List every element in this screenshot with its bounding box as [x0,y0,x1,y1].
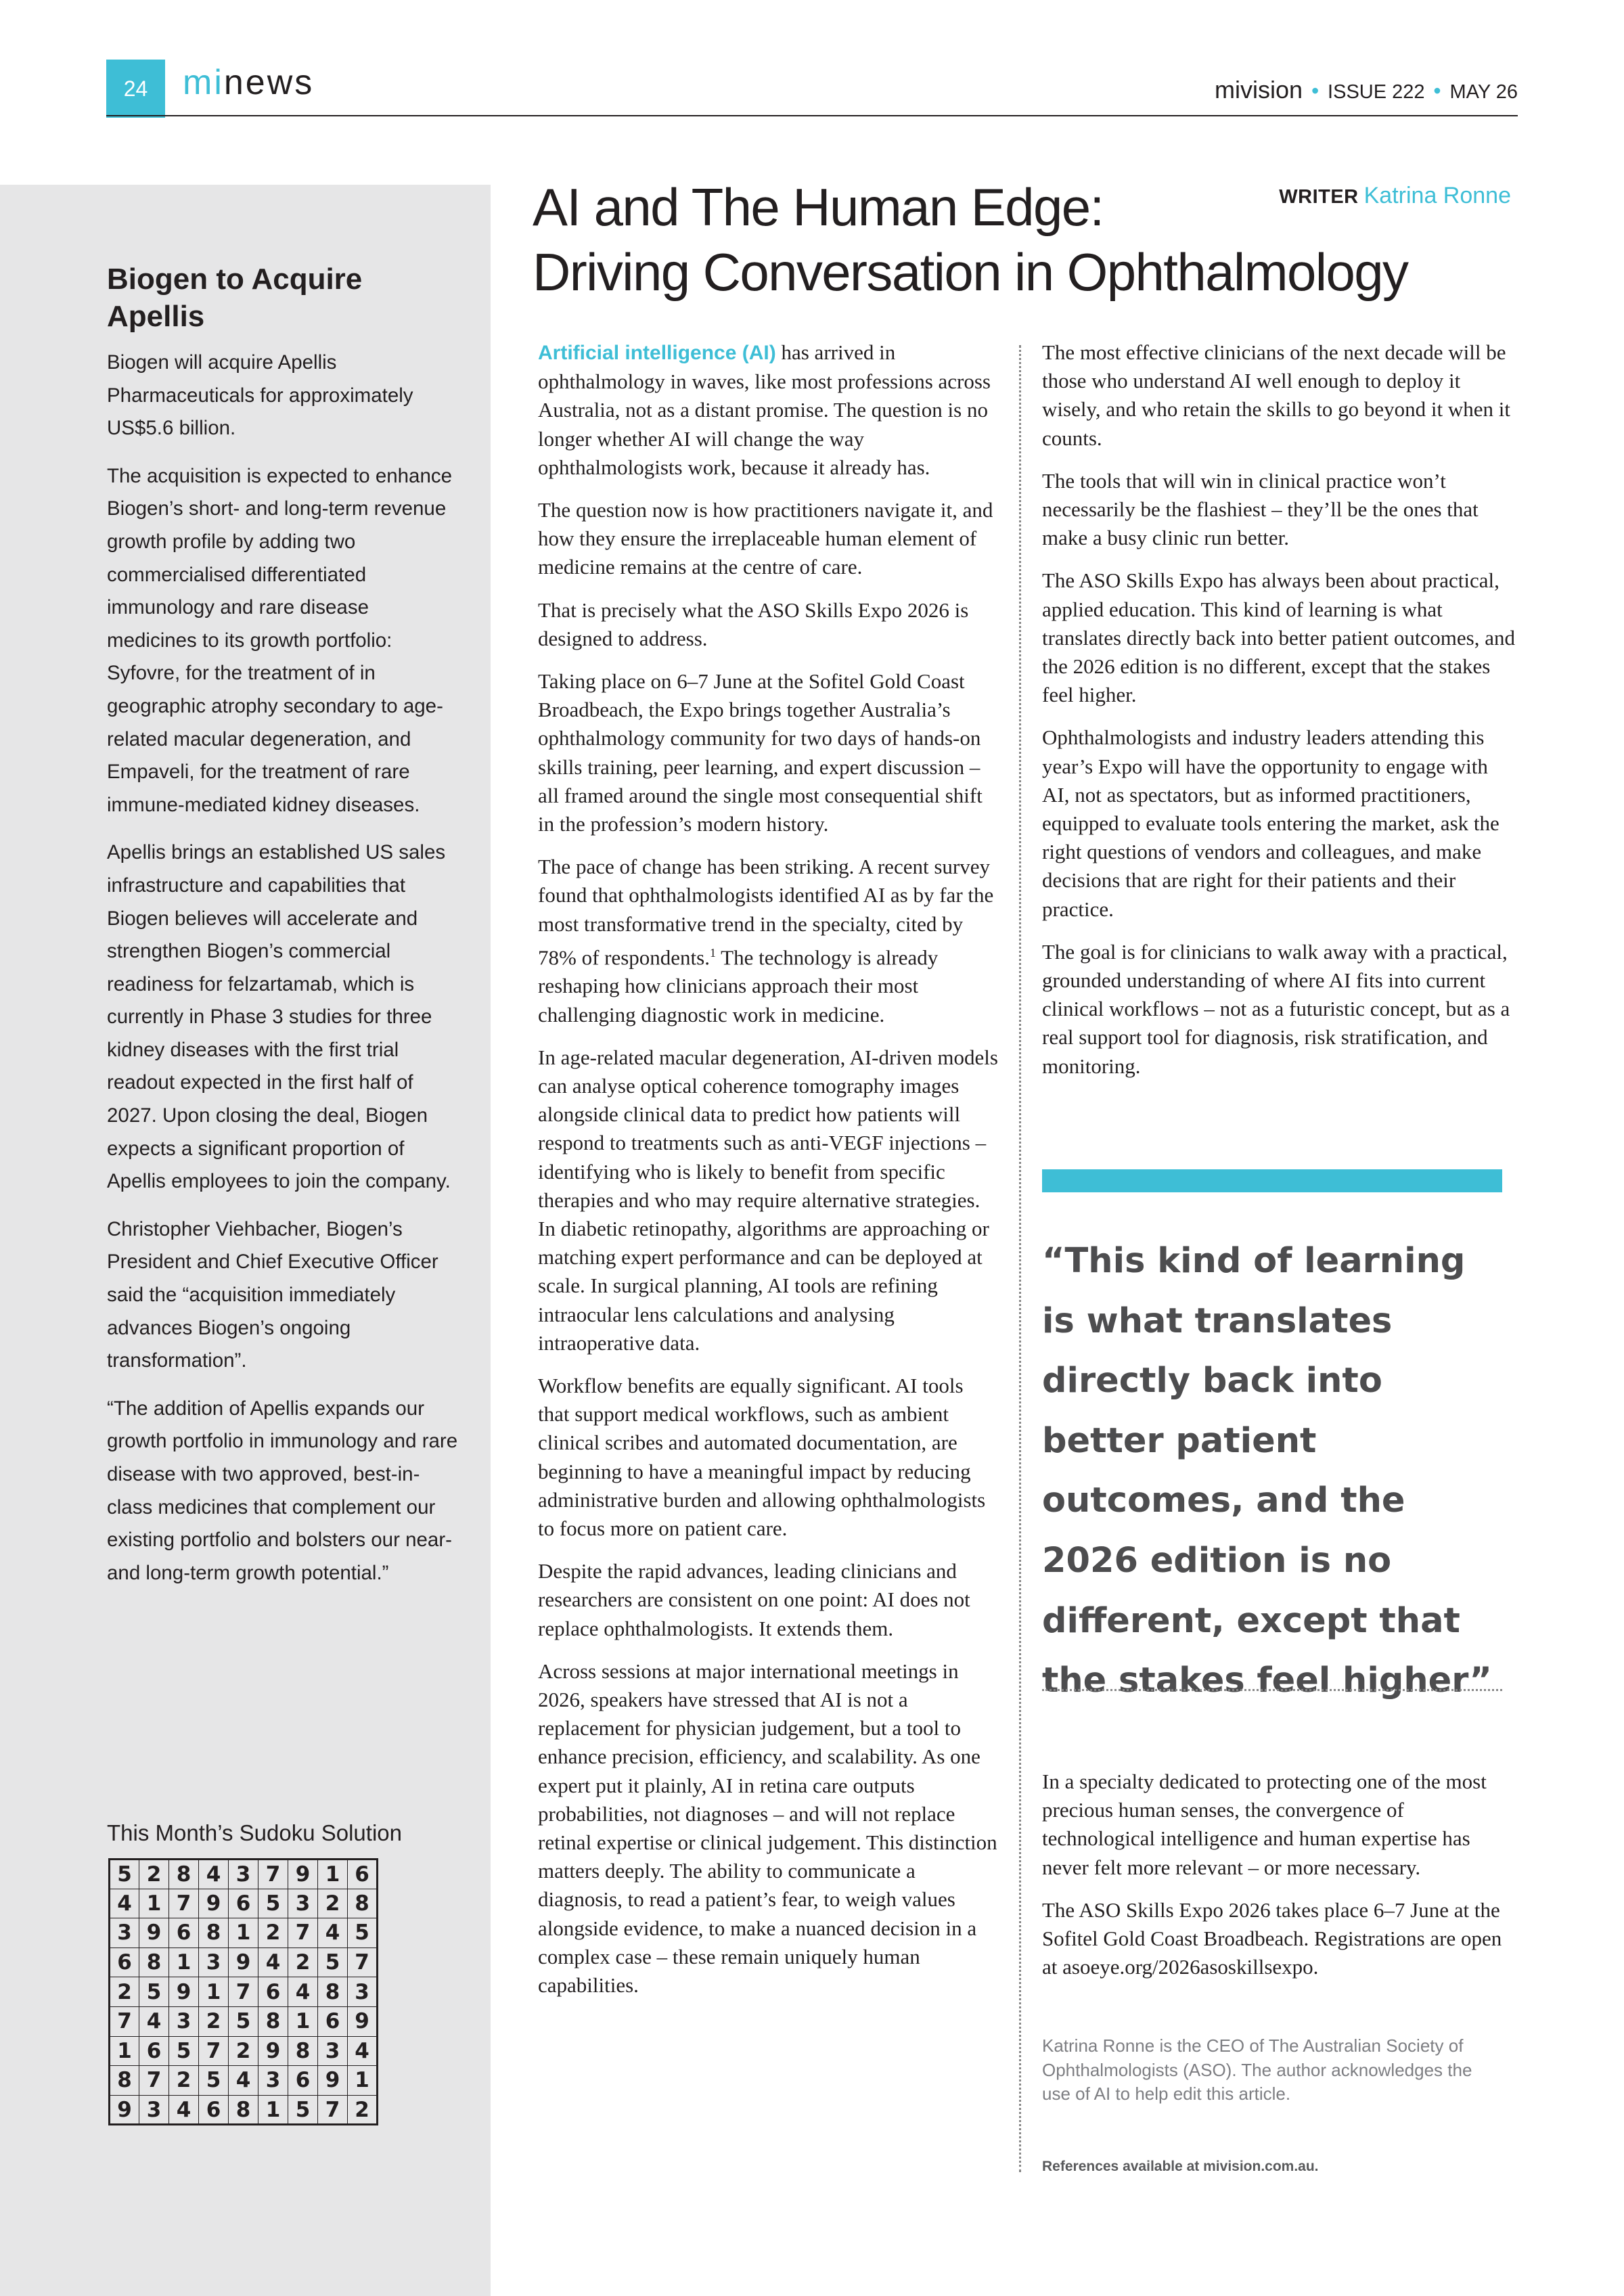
sudoku-cell: 9 [169,1977,199,2007]
headline-line-1: AI and The Human Edge: [533,177,1104,237]
sudoku-row [110,1977,378,2007]
sudoku-row [110,2066,378,2096]
sudoku-cell: 1 [229,1918,258,1948]
sudoku-cell: 8 [318,1977,348,2007]
writer-credit [1279,183,1511,209]
sudoku-cell: 9 [258,2036,288,2066]
sudoku-cell: 2 [288,1948,318,1977]
article-paragraph: Taking place on 6–7 June at the Sofitel Gold Coast Broadbeach, the Expo brings together Australia’s ophthalmology community for two days of hands-on skills training, peer learning, and expert discussion – all framed around the single most consequential shift in the profession’s modern history. [538,669,983,836]
sudoku-cell: 9 [318,2066,348,2096]
sudoku-cell: 4 [348,2036,378,2066]
sudoku-cell: 5 [288,2095,318,2125]
sudoku-grid [108,1858,378,2125]
sudoku-cell: 9 [110,2095,139,2125]
sidebar-paragraph: “The addition of Apellis expands our growth portfolio in immunology and rare disease with two approved, best-in-class medicines that complement our existing portfolio and bolsters our near-and long-term growth potential.” [107,1397,458,1584]
sudoku-cell: 8 [110,2066,139,2096]
sudoku-cell: 8 [229,2095,258,2125]
separator-dot: • [1433,78,1441,103]
sidebar-paragraph: Apellis brings an established US sales infrastructure and capabilities that Biogen believes will accelerate and strengthen Biogen’s commercial readiness for felzartamab, which is currently in Phase 3 studies for three kidney diseases with the first trial readout expected in the first half of 2027. Upon closing the deal, Biogen expects a significant proportion of Apellis employees to join the company. [107,841,451,1193]
pull-quote: “This kind of learning is what translates directly back into better patient outcomes, and the 2026 edition is no different, except that the stakes feel higher” [1042,1241,1492,1701]
sudoku-cell: 3 [318,2036,348,2066]
headline-line-2: Driving Conversation in Ophthalmology [533,242,1408,302]
sudoku-cell: 6 [348,1860,378,1889]
sudoku-cell: 9 [348,2006,378,2036]
sudoku-cell: 3 [288,1889,318,1918]
article-paragraph: The goal is for clinicians to walk away with a practical, grounded understanding of where AI fits into current clinical workflows – not as a futuristic concept, but as a real support tool for diagnosis, risk stratification, and monitoring. [1042,939,1510,1078]
references-note: References available at mivision.com.au. [1042,2159,1319,2174]
sudoku-cell: 3 [348,1977,378,2007]
sudoku-cell: 6 [229,1889,258,1918]
sudoku-cell: 8 [258,2006,288,2036]
pull-quote-bar [1042,1169,1502,1192]
sudoku-cell: 7 [318,2095,348,2125]
sudoku-cell: 2 [348,2095,378,2125]
sudoku-cell: 4 [139,2006,169,2036]
sudoku-cell: 3 [139,2095,169,2125]
article-paragraph [538,853,998,1029]
sudoku-cell: 4 [258,1948,288,1977]
sudoku-cell: 2 [169,2066,199,2096]
sudoku-cell: 2 [199,2006,229,2036]
sudoku-cell: 8 [169,1860,199,1889]
sudoku-cell: 1 [348,2066,378,2096]
writer-name: Katrina Ronne [1363,183,1511,208]
pace-text: The pace of change has been striking. A recent survey found that ophthalmologists identified AI as by far the most transformative trend in the specialty, cited by 78% of respondents. [538,855,994,970]
sudoku-cell: 6 [139,2036,169,2066]
pace-text-end: The technology is already reshaping how clinicians approach their most challenging diagnostic work in medicine. [538,945,939,1027]
sudoku-cell: 6 [199,2095,229,2125]
sudoku-cell: 2 [229,2036,258,2066]
sudoku-cell: 3 [199,1948,229,1977]
sudoku-cell: 1 [110,2036,139,2066]
separator-dot: • [1311,78,1320,103]
sudoku-cell: 3 [258,2066,288,2096]
article-paragraph: The ASO Skills Expo 2026 takes place 6–7 June at the Sofitel Gold Coast Broadbeach. Registrations are open at asoeye.org/2026asoskillsexpo. [1042,1897,1502,1979]
sidebar-paragraph: The acquisition is expected to enhance Biogen’s short- and long-term revenue growth profile by adding two commercialised differentiated immunology and rare disease medicines to its growth portfolio: Syfovre, for the treatment of in geographic atrophy secondary to age-related macular degeneration, and Empaveli, for the treatment of rare immune-mediated kidney diseases. [107,464,453,816]
sudoku-cell: 1 [199,1977,229,2007]
sudoku-cell: 7 [199,2036,229,2066]
sudoku-cell: 4 [169,2095,199,2125]
sidebar-paragraph: Christopher Viehbacher, Biogen’s President and Chief Executive Officer said the “acquisition immediately advances Biogen’s ongoing transformation”. [107,1217,438,1372]
sudoku-row [110,1889,378,1918]
sudoku-row [110,2095,378,2125]
sudoku-cell: 9 [199,1889,229,1918]
sudoku-cell: 2 [110,1977,139,2007]
sudoku-cell: 2 [318,1889,348,1918]
sudoku-cell: 6 [288,2066,318,2096]
footnote-marker: 1 [709,945,716,960]
sudoku-cell: 8 [348,1889,378,1918]
sudoku-cell: 7 [229,1977,258,2007]
sudoku-cell: 7 [139,2066,169,2096]
sudoku-cell: 9 [139,1918,169,1948]
sudoku-cell: 5 [258,1889,288,1918]
sudoku-cell: 4 [229,2066,258,2096]
sudoku-cell: 7 [348,1948,378,1977]
sudoku-cell: 8 [139,1948,169,1977]
sudoku-caption: This Month’s Sudoku Solution [107,1820,402,1845]
sudoku-row [110,1948,378,1977]
sudoku-cell: 5 [229,2006,258,2036]
column-divider [1019,345,1021,2172]
issue-date: MAY 26 [1449,81,1518,103]
sudoku-cell: 7 [288,1918,318,1948]
page-number: 24 [106,60,165,118]
pull-quote-rule [1042,1689,1502,1691]
sudoku-cell: 8 [288,2036,318,2066]
sudoku-cell: 3 [110,1918,139,1948]
sudoku-cell: 4 [110,1889,139,1918]
article-column-right-bottom [1042,1768,1516,1996]
article-paragraph: Across sessions at major international meetings in 2026, speakers have stressed that AI is not a replacement for physician judgement, but a tool to enhance precision, efficiency, and scalability. As one expert put it plainly, AI in retina care outputs probabilities, not diagnoses – and will not replace retinal expertise or clinical judgement. This distinction matters deeply. The ability to communicate a diagnosis, to read a patient’s fear, to weigh values alongside evidence, to make a nuanced decision in a complex case – these remain uniquely human capabilities. [538,1659,997,1998]
lead-term: Artificial intelligence (AI) [538,342,776,364]
article-paragraph: The ASO Skills Expo has always been about practical, applied education. This kind of learning is what translates directly back into better patient outcomes, and the 2026 edition is no different, except that the stakes feel higher. [1042,568,1515,707]
sudoku-cell: 8 [199,1918,229,1948]
sidebar-title: Biogen to Acquire Apellis [107,263,363,333]
article-paragraph: The tools that will win in clinical practice won’t necessarily be the flashiest – they’ll be the ones that make a busy clinic run better. [1042,468,1479,550]
article-column-right [1042,338,1516,1095]
sudoku-cell: 6 [169,1918,199,1948]
article-paragraph: In age-related macular degeneration, AI-driven models can analyse optical coherence tomography images alongside clinical data to predict how patients will respond to treatments such as anti-VEGF injections – identifying who is likely to benefit from specific therapies and who may require alternative strategies. In diabetic retinopathy, algorithms are approaching or matching expert performance and can be deployed at scale. In surgical planning, AI tools are refining intraocular lens calculations and analysing intraoperative data. [538,1045,998,1355]
writer-label: WRITER [1279,186,1359,208]
sudoku-cell: 3 [169,2006,199,2036]
sidebar-paragraph: Biogen will acquire Apellis Pharmaceuticals for approximately US$5.6 billion. [107,351,413,440]
article-paragraph: Ophthalmologists and industry leaders attending this year’s Expo will have the opportunity to engage with AI, not as spectators, but as informed practitioners, equipped to evaluate tools entering the market, ask the right questions of vendors and colleagues, and make decisions that are right for their patients and their practice. [1042,725,1499,921]
article-paragraph: Workflow benefits are equally significant. AI tools that support medical workflows, such as ambient clinical scribes and automated documentation, are beginning to have a meaningful impact by reducing administrative burden and allowing ophthalmologists to focus more on patient care. [538,1374,986,1541]
sudoku-cell: 1 [169,1948,199,1977]
sudoku-cell: 6 [258,1977,288,2007]
sudoku-cell: 1 [258,2095,288,2125]
sudoku-cell: 5 [348,1918,378,1948]
article-paragraph: In a specialty dedicated to protecting one of the most precious human senses, the convergence of technological intelligence and human expertise has never felt more relevant – or more necessary. [1042,1770,1487,1879]
issue-number: ISSUE 222 [1328,81,1425,103]
sudoku-cell: 2 [139,1860,169,1889]
sudoku-cell: 5 [110,1860,139,1889]
lead-text: has arrived in ophthalmology in waves, like most professions across Australia, not as a distant promise. The question is no longer whether AI will change the way ophthalmologists work, because it already has. [538,340,991,479]
sudoku-cell: 6 [318,2006,348,2036]
sudoku-cell: 5 [139,1977,169,2007]
sidebar-body [107,346,459,1604]
sudoku-cell: 5 [318,1948,348,1977]
header-rule [106,115,1518,116]
sudoku-cell: 4 [318,1918,348,1948]
section-name [183,62,314,103]
sudoku-cell: 5 [169,2036,199,2066]
article-column-left [538,338,998,2014]
sudoku-cell: 2 [258,1918,288,1948]
sudoku-cell: 4 [288,1977,318,2007]
sudoku-cell: 7 [258,1860,288,1889]
sudoku-cell: 5 [199,2066,229,2096]
sudoku-cell: 9 [288,1860,318,1889]
section-name-news: news [223,63,315,102]
author-bio: Katrina Ronne is the CEO of The Australian Society of Ophthalmologists (ASO). The author acknowledges the use of AI to help edit this article. [1042,2035,1472,2104]
sudoku-cell: 1 [288,2006,318,2036]
sudoku-row [110,1860,378,1889]
brand-name: mivision [1215,76,1303,104]
sudoku-cell: 1 [318,1860,348,1889]
sudoku-cell: 1 [139,1889,169,1918]
section-name-mi: mi [183,63,224,102]
sudoku-row [110,2036,378,2066]
sudoku-cell: 3 [229,1860,258,1889]
article-paragraph: The most effective clinicians of the next decade will be those who understand AI well enough to deploy it wisely, and who retain the skills to go beyond it when it counts. [1042,340,1510,450]
issue-line [1215,76,1518,104]
article-paragraph: The question now is how practitioners navigate it, and how they ensure the irreplaceable human element of medicine remains at the centre of care. [538,498,993,579]
sudoku-cell: 7 [110,2006,139,2036]
article-paragraph: Despite the rapid advances, leading clinicians and researchers are consistent on one point: AI does not replace ophthalmologists. It extends them. [538,1559,970,1640]
sudoku-cell: 6 [110,1948,139,1977]
sudoku-cell: 7 [169,1889,199,1918]
sudoku-cell: 4 [199,1860,229,1889]
lead-paragraph [538,338,998,482]
article-paragraph: That is precisely what the ASO Skills Expo 2026 is designed to address. [538,598,969,650]
sudoku-row [110,1918,378,1948]
sudoku-row [110,2006,378,2036]
sudoku-cell: 9 [229,1948,258,1977]
